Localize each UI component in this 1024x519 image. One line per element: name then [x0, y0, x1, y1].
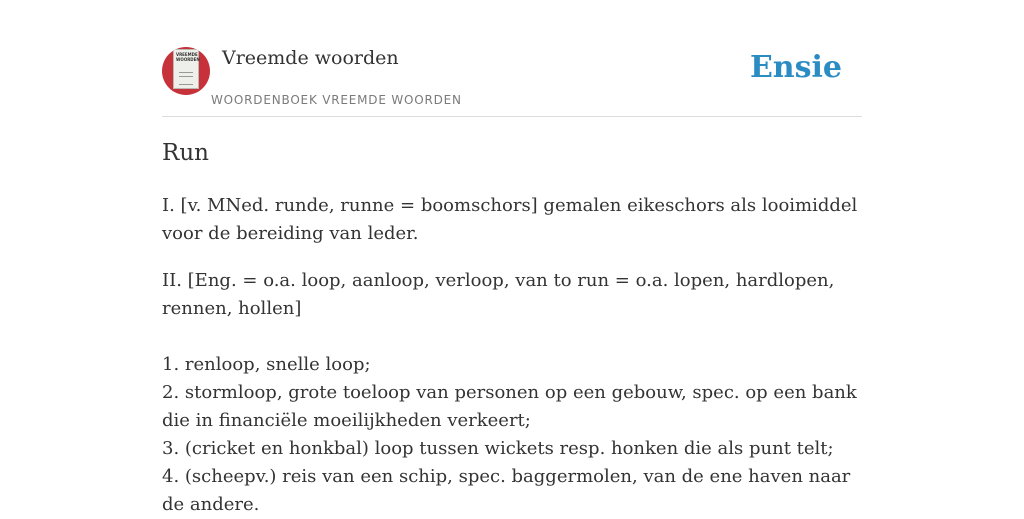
book-cover-icon [173, 49, 199, 89]
book-cover-line [179, 72, 193, 73]
dictionary-avatar[interactable] [162, 47, 210, 95]
entry-title: Run [162, 140, 209, 166]
ensie-logo[interactable]: Ensie [749, 50, 842, 85]
sense-item: 4. (scheepv.) reis van een schip, spec. baggermolen, van de ene haven naar de andere. [162, 466, 851, 515]
sense-item: 1. renloop, snelle loop; [162, 354, 371, 375]
sense-item: 3. (cricket en honkbal) loop tussen wickets resp. honken die als punt telt; [162, 438, 834, 459]
book-cover-line [179, 76, 193, 77]
page [162, 0, 862, 515]
definition-etymology-1: I. [v. MNed. runde, runne = boomschors] gemalen eikeschors als looimiddel voor de bereiding van leder. [162, 195, 858, 244]
entry-content [162, 192, 862, 519]
book-cover-line [179, 84, 193, 85]
book-cover-title: VREEMDE WOORDEN [176, 52, 200, 62]
definition-etymology-2: II. [Eng. = o.a. loop, aanloop, verloop, van to run = o.a. lopen, hardlopen, rennen, hollen] [162, 270, 835, 319]
header [162, 0, 862, 117]
sense-item: 2. stormloop, grote toeloop van personen op een gebouw, spec. op een bank die in financiële moeilijkheden verkeert; [162, 382, 857, 431]
sense-list [162, 351, 862, 519]
dictionary-title[interactable]: Vreemde woorden [222, 47, 399, 69]
dictionary-subtitle: WOORDENBOEK VREEMDE WOORDEN [211, 93, 462, 107]
